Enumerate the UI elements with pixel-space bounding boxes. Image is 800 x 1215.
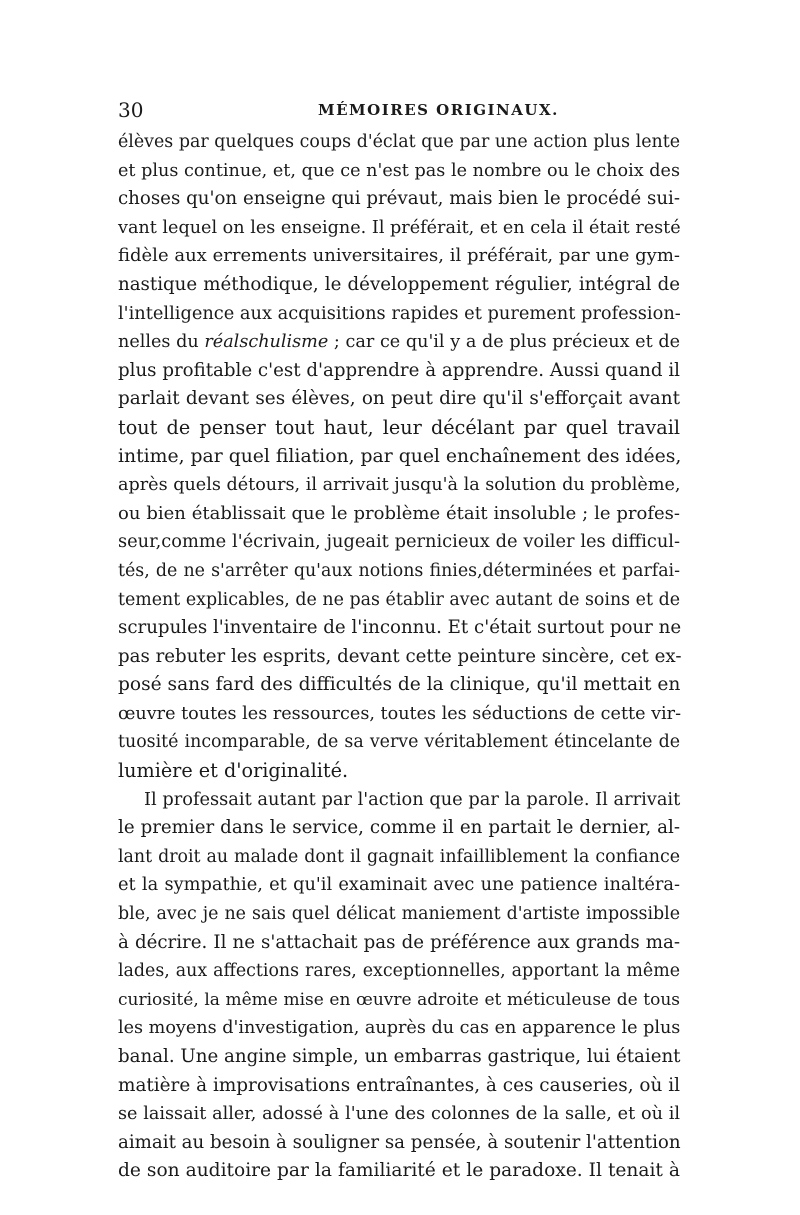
text-line: banal. Une angine simple, un embarras gastrique, lui étaient [118,1046,681,1067]
page-header [118,98,680,122]
text-line: de son auditoire par la familiarité et le paradoxe. Il tenait à [118,1160,680,1182]
text-line: ble, avec je ne sais quel délicat maniement d'artiste impossible [118,904,680,925]
text-line: tement explicables, de ne pas établir avec autant de soins et de [118,589,680,610]
text-line: parlait devant ses élèves, on peut dire qu'il s'efforçait avant [118,388,680,410]
text-line: les moyens d'investigation, auprès du cas en apparence le plus [118,1018,681,1039]
text-line: choses qu'on enseigne qui prévaut, mais bien le procédé sui- [118,188,680,210]
text-line: lumière et d'originalité. [118,759,349,783]
text-line: nastique méthodique, le développement régulier, intégral de [118,273,680,295]
text-line: tés, de ne s'arrêter qu'aux notions finies,déterminées et parfai- [118,560,680,581]
text-line: scrupules l'inventaire de l'inconnu. Et c'était surtout pour ne [118,617,682,639]
text-line: pas rebuter les esprits, devant cette peinture sincère, cet ex- [118,645,682,667]
text-line: et plus continue, et, que ce n'est pas le nombre ou le choix des [118,160,680,181]
text-line: tuosité incomparable, de sa verve véritablement étincelante de [118,732,680,753]
running-head: MÉMOIRES ORIGINAUX. [318,101,559,119]
text-line: à décrire. Il ne s'attachait pas de préférence aux grands ma- [118,931,680,953]
text-line: vant lequel on les enseigne. Il préférait, et en cela il était resté [118,217,681,238]
text-line: l'intelligence aux acquisitions rapides et purement profession- [118,302,681,324]
italic-term: réalschulisme [204,332,329,353]
text-line: lades, aux affections rares, exceptionnelles, apportant la même [118,961,680,982]
text-line: posé sans fard des difficultés de la clinique, qu'il mettait en [118,674,681,696]
text-line: tout de penser tout haut, leur décélant par quel travail [118,415,680,439]
page-number: 30 [118,98,144,122]
text-line: nelles du réalschulisme ; car ce qu'il y a de plus précieux et de [118,332,680,353]
text-line: seur,comme l'écrivain, jugeait pernicieux de voiler les difficul- [118,531,680,553]
text-line: après quels détours, il arrivait jusqu'à la solution du problème, [118,475,681,496]
text-line: ou bien établissait que le problème était insoluble ; le profes- [118,502,680,524]
text-line: intime, par quel filiation, par quel enchaînement des idées, [118,445,682,467]
text-line: fidèle aux errements universitaires, il préférait, par une gym- [118,245,680,267]
body-text [118,128,680,1186]
text-line: aimait au besoin à souligner sa pensée, à soutenir l'attention [118,1131,681,1153]
text-line: et la sympathie, et qu'il examinait avec une patience inaltéra- [118,874,680,896]
text-line: se laissait aller, adossé à l'une des colonnes de la salle, et où il [118,1104,680,1125]
text-line: Il professait autant par l'action que par la parole. Il arrivait [144,788,681,810]
text-line: œuvre toutes les ressources, toutes les séductions de cette vir- [118,703,682,724]
text-line: plus profitable c'est d'apprendre à apprendre. Aussi quand il [118,359,680,381]
text-line: lant droit au malade dont il gagnait infailliblement la confiance [118,846,680,867]
text-line: le premier dans le service, comme il en partait le dernier, al- [118,817,680,839]
text-line: élèves par quelques coups d'éclat que par une action plus lente [118,132,680,152]
text-line: curiosité, la même mise en œuvre adroite et méticuleuse de tous [118,989,680,1010]
text-line: matière à improvisations entraînantes, à ces causeries, où il [118,1074,680,1096]
